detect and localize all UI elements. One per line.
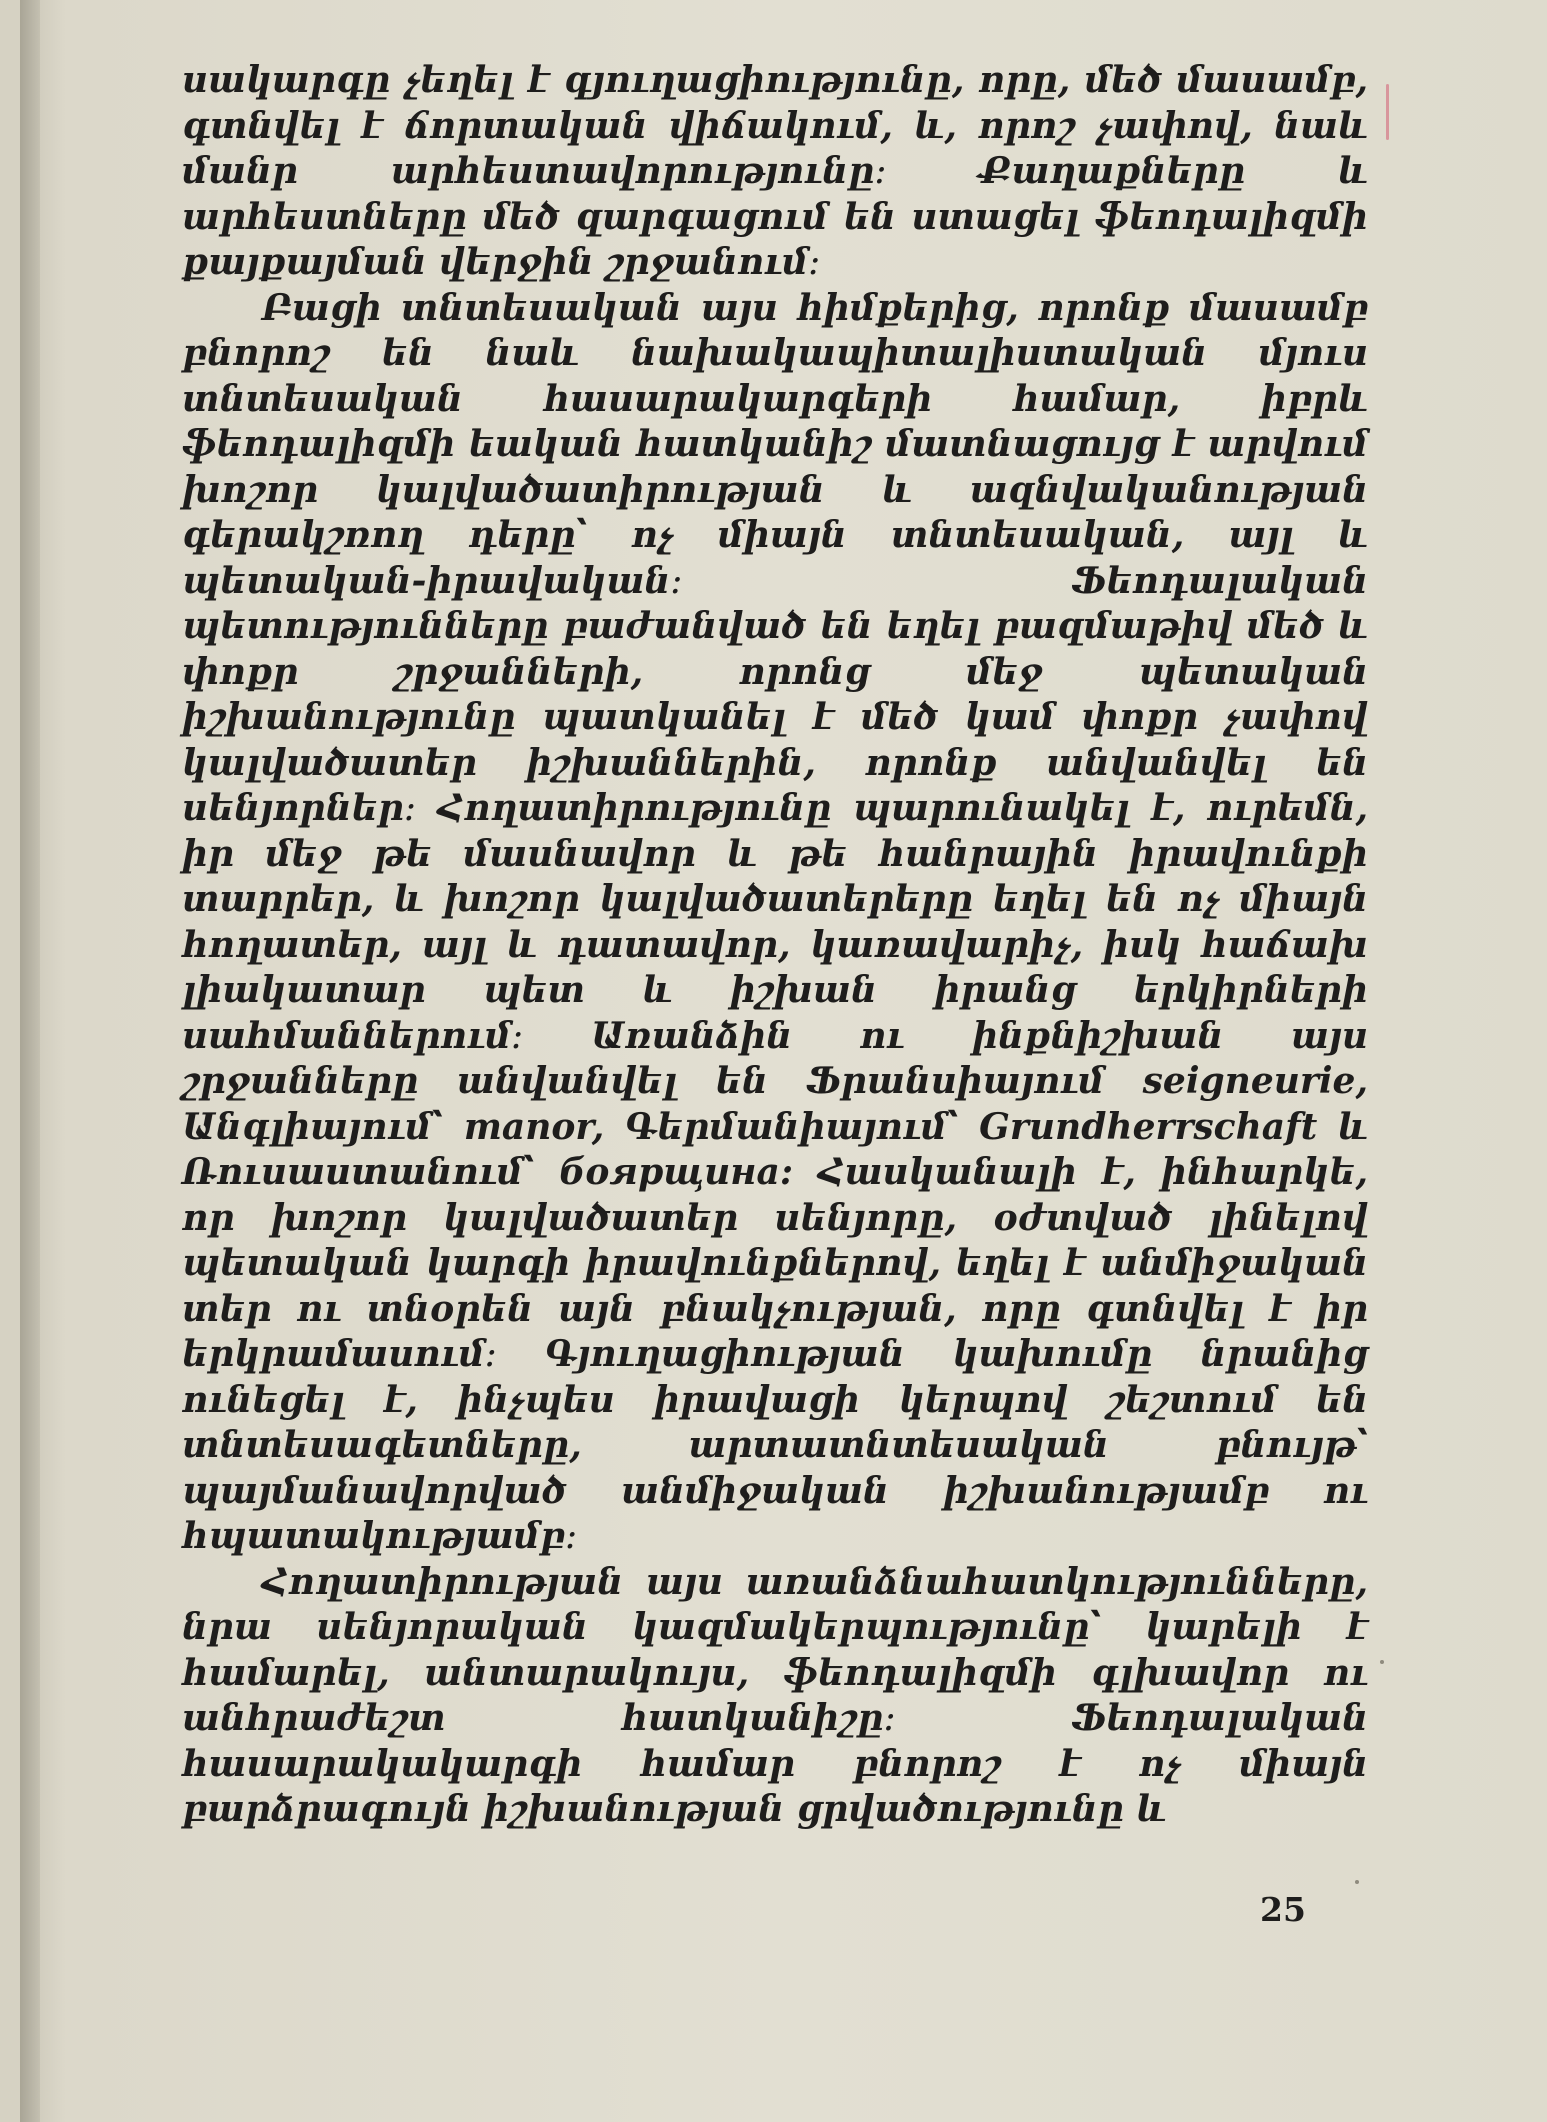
body-text bbox=[182, 58, 1368, 1833]
page-number: 25 bbox=[1260, 1890, 1306, 1929]
margin-pencil-mark bbox=[1386, 84, 1389, 140]
paragraph: Հողատիրության այս առանձնահատկությունները, նրա սենյորական կազմակերպությունը՝ կարելի է համարել, անտարակույս, ֆեոդալիզմի գլխավոր ու անհրաժեշտ հատկանիշը։ Ֆեոդալական հասարակակարգի համար բնորոշ է ոչ միայն բարձրագույն իշխանության ցրվածությունը և bbox=[182, 1560, 1368, 1830]
page-speck bbox=[1355, 1880, 1359, 1884]
paragraph: Բացի տնտեսական այս հիմքերից, որոնք մասամբ բնորոշ են նաև նախակապիտալիստական մյուս տնտեսական հասարակարգերի համար, իբրև ֆեոդալիզմի եական հատկանիշ մատնացույց է արվում խոշոր կալվածատիրության և ազնվականության գերակշռող դերը՝ ոչ միայն տնտեսական, այլ և պետական-իրավական։ Ֆեոդալական պետությունները բաժանված են եղել բազմաթիվ մեծ և փոքր շրջանների, որոնց մեջ պետական իշխանությունը պատկանել է մեծ կամ փոքր չափով կալվածատեր իշխաններին, որոնք անվանվել են սենյորներ։ Հողատիրությունը պարունակել է, ուրեմն, իր մեջ թե մասնավոր և թե հանրային իրավունքի տարրեր, և խոշոր կալվածատերերը եղել են ոչ միայն հողատեր, այլ և դատավոր, կառավարիչ, իսկ հաճախ լիակատար պետ և իշխան իրանց երկիրների սահմաններում։ Առանձին ու ինքնիշխան այս շրջանները անվանվել են Ֆրանսիայում seigneurie, Անգլիայում՝ manor, Գերմանիայում՝ Grundherrschaft և Ռուսաստանում՝ боярщина: Հասկանալի է, ինհարկե, որ խոշոր կալվածատեր սենյորը, օժտված լինելով պետական կարգի իրավունքներով, եղել է անմիջական տեր ու տնօրեն այն բնակչության, որը գտնվել է իր երկրամասում։ Գյուղացիության կախումը նրանից ունեցել է, ինչպես իրավացի կերպով շեշտում են տնտեսագետները, արտատնտեսական բնույթ՝ պայմանավորված անմիջական իշխանությամբ ու հպատակությամբ։ bbox=[182, 286, 1368, 1557]
book-page bbox=[20, 0, 1547, 2122]
page-speck bbox=[1380, 1660, 1384, 1664]
page-binding-edge bbox=[20, 0, 40, 2122]
paragraph: սակարգը չեղել է գյուղացիությունը, որը, մեծ մասամբ, գտնվել է ճորտական վիճակում, և, որոշ չափով, նաև մանր արհեստավորությունը։ Քաղաքները և արհեստները մեծ զարգացում են ստացել ֆեոդալիզմի քայքայման վերջին շրջանում։ bbox=[182, 59, 1368, 283]
